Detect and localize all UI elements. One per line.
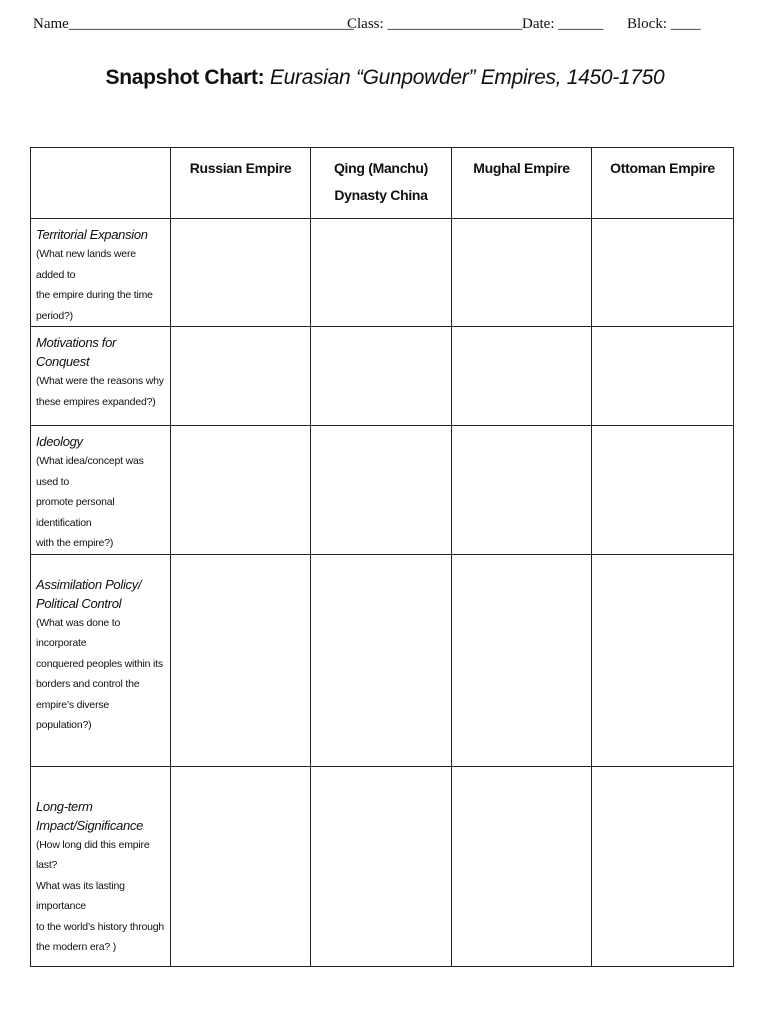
answer-cell[interactable] — [452, 766, 592, 966]
name-field[interactable]: Name______________________________________ — [33, 16, 354, 32]
student-info-header — [33, 16, 733, 38]
title-italic-part: Eurasian “Gunpowder” Empires, 1450-1750 — [269, 66, 665, 89]
answer-cell[interactable] — [171, 426, 311, 555]
answer-cell[interactable] — [592, 554, 734, 766]
column-header-ottoman: Ottoman Empire — [592, 148, 734, 219]
answer-cell[interactable] — [452, 219, 592, 327]
block-field[interactable]: Block: ____ — [627, 16, 701, 32]
row-title: Motivations for Conquest — [36, 335, 117, 369]
answer-cell[interactable] — [171, 554, 311, 766]
answer-cell[interactable] — [592, 327, 734, 426]
table-row — [31, 554, 734, 766]
answer-cell[interactable] — [592, 219, 734, 327]
snapshot-chart-table — [30, 147, 734, 967]
answer-cell[interactable] — [452, 327, 592, 426]
column-header-russian: Russian Empire — [171, 148, 311, 219]
column-header-mughal: Mughal Empire — [452, 148, 592, 219]
row-description: (What was done to incorporate conquered peoples within its borders and control the empire’s diverse population?) — [36, 616, 163, 731]
answer-cell[interactable] — [171, 327, 311, 426]
answer-cell[interactable] — [592, 426, 734, 555]
table-row — [31, 766, 734, 966]
row-header-long-term-impact — [31, 766, 171, 966]
row-header-territorial-expansion — [31, 219, 171, 327]
answer-cell[interactable] — [311, 327, 452, 426]
answer-cell[interactable] — [452, 426, 592, 555]
row-title: Territorial Expansion — [36, 227, 148, 242]
title-bold-part: Snapshot Chart: — [105, 66, 265, 89]
table-row — [31, 219, 734, 327]
row-title: Ideology — [36, 434, 83, 449]
answer-cell[interactable] — [452, 554, 592, 766]
answer-cell[interactable] — [592, 766, 734, 966]
answer-cell[interactable] — [311, 426, 452, 555]
answer-cell[interactable] — [311, 766, 452, 966]
corner-cell — [31, 148, 171, 219]
answer-cell[interactable] — [171, 219, 311, 327]
column-header-qing: Qing (Manchu) Dynasty China — [311, 148, 452, 219]
row-header-assimilation-policy — [31, 554, 171, 766]
column-header-row — [31, 148, 734, 219]
date-field[interactable]: Date: ______ — [522, 16, 604, 32]
table-row — [31, 426, 734, 555]
row-description: (How long did this empire last? What was its lasting importance to the world’s history through the modern era? ) — [36, 838, 165, 953]
row-description: (What idea/concept was used to promote personal identification with the empire?) — [36, 455, 144, 549]
answer-cell[interactable] — [171, 766, 311, 966]
answer-cell[interactable] — [311, 219, 452, 327]
row-description: (What were the reasons why these empires expanded?) — [36, 375, 164, 408]
class-field[interactable]: Class: __________________ — [347, 16, 523, 32]
row-header-ideology — [31, 426, 171, 555]
page-title — [0, 66, 770, 90]
row-header-motivations — [31, 327, 171, 426]
answer-cell[interactable] — [311, 554, 452, 766]
table-row — [31, 327, 734, 426]
row-description: (What new lands were added to the empire during the time period?) — [36, 248, 153, 322]
row-title: Assimilation Policy/ Political Control — [36, 576, 142, 611]
row-title: Long-term Impact/Significance — [36, 798, 144, 833]
